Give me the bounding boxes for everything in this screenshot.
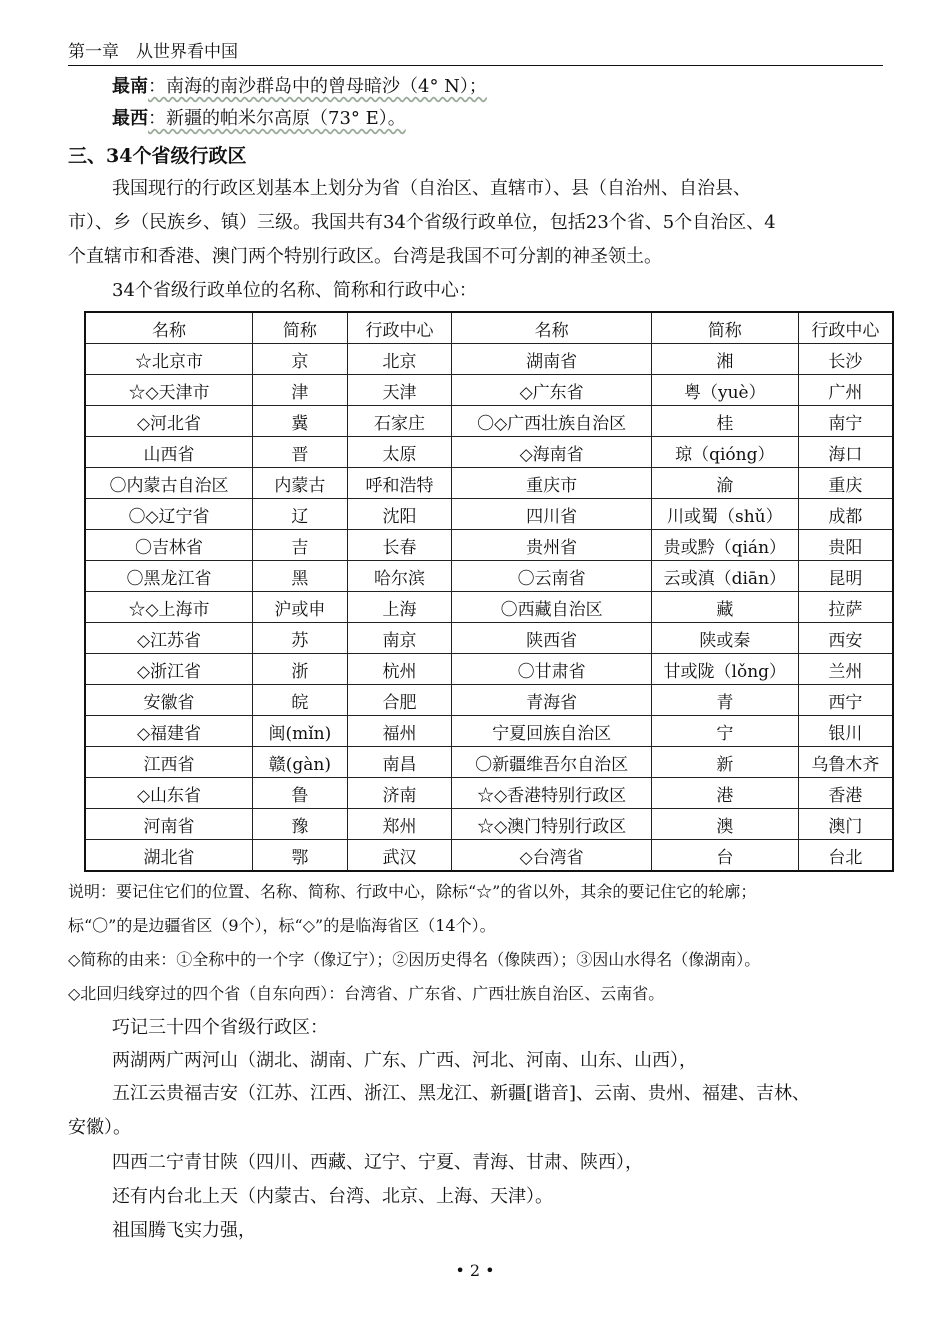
- cell-abbr-1: 赣(gàn): [253, 747, 348, 778]
- cell-capital-2: 成都: [798, 499, 893, 530]
- cell-capital-1: 福州: [347, 716, 452, 747]
- cell-capital-2: 广州: [798, 375, 893, 406]
- cell-capital-2: 澳门: [798, 809, 893, 840]
- paragraph-line-3: 个直辖市和香港、澳门两个特别行政区。台湾是我国不可分割的神圣领土。: [68, 246, 662, 267]
- cell-capital-2: 西宁: [798, 685, 893, 716]
- cell-name-1: ◇山东省: [85, 778, 253, 809]
- table-row: [85, 623, 893, 654]
- west-text: ：新疆的帕米尔高原（73° E）。: [148, 108, 406, 129]
- cell-name-1: 山西省: [85, 437, 253, 468]
- cell-capital-2: 台北: [798, 840, 893, 872]
- cell-capital-1: 天津: [347, 375, 452, 406]
- cell-name-2: 四川省: [452, 499, 652, 530]
- mnemonic-line-3: 安徽）。: [68, 1117, 131, 1138]
- mnemonic-line-6: 祖国腾飞实力强，: [112, 1220, 256, 1241]
- table-row: [85, 437, 893, 468]
- cell-abbr-1: 豫: [253, 809, 348, 840]
- table-row: [85, 747, 893, 778]
- mnemonic-title: 巧记三十四个省级行政区：: [112, 1017, 328, 1038]
- cell-capital-1: 哈尔滨: [347, 561, 452, 592]
- cell-abbr-1: 皖: [253, 685, 348, 716]
- cell-name-2: ◇台湾省: [452, 840, 652, 872]
- cell-abbr-1: 吉: [253, 530, 348, 561]
- cell-abbr-1: 鲁: [253, 778, 348, 809]
- cell-abbr-2: 青: [651, 685, 798, 716]
- cell-capital-1: 呼和浩特: [347, 468, 452, 499]
- mnemonic-line-5: 还有内台北上天（内蒙古、台湾、北京、上海、天津）。: [112, 1186, 553, 1207]
- cell-name-2: ☆◇澳门特别行政区: [452, 809, 652, 840]
- cell-abbr-2: 藏: [651, 592, 798, 623]
- cell-abbr-2: 甘或陇（lǒng）: [651, 654, 798, 685]
- cell-capital-1: 沈阳: [347, 499, 452, 530]
- cell-capital-1: 南京: [347, 623, 452, 654]
- cell-name-1: 湖北省: [85, 840, 253, 872]
- cell-capital-2: 兰州: [798, 654, 893, 685]
- cell-name-2: 〇新疆维吾尔自治区: [452, 747, 652, 778]
- table-row: [85, 809, 893, 840]
- cell-name-2: 〇◇广西壮族自治区: [452, 406, 652, 437]
- table-row: [85, 530, 893, 561]
- cell-name-2: 青海省: [452, 685, 652, 716]
- cell-abbr-2: 湘: [651, 344, 798, 375]
- table-row: [85, 375, 893, 406]
- note-line-2: 标“〇”的是边疆省区（9个），标“◇”的是临海省区（14个）。: [68, 916, 496, 935]
- cell-abbr-1: 苏: [253, 623, 348, 654]
- header-name-2: 名称: [452, 312, 652, 344]
- page-number: • 2 •: [455, 1261, 495, 1280]
- cell-name-2: ☆◇香港特别行政区: [452, 778, 652, 809]
- table-row: [85, 406, 893, 437]
- cell-abbr-2: 新: [651, 747, 798, 778]
- cell-capital-1: 济南: [347, 778, 452, 809]
- cell-capital-1: 合肥: [347, 685, 452, 716]
- header-capital-1: 行政中心: [347, 312, 452, 344]
- table-header-row: [85, 312, 893, 344]
- cell-name-1: 〇内蒙古自治区: [85, 468, 253, 499]
- cell-abbr-2: 桂: [651, 406, 798, 437]
- cell-capital-1: 杭州: [347, 654, 452, 685]
- cell-abbr-1: 鄂: [253, 840, 348, 872]
- cell-name-2: 陕西省: [452, 623, 652, 654]
- cell-abbr-1: 辽: [253, 499, 348, 530]
- cell-capital-2: 西安: [798, 623, 893, 654]
- mnemonic-line-2: 五江云贵福吉安（江苏、江西、浙江、黑龙江、新疆[谐音]、云南、贵州、福建、吉林、: [112, 1083, 811, 1104]
- cell-capital-2: 海口: [798, 437, 893, 468]
- southernmost-line: [112, 74, 487, 100]
- cell-name-2: 宁夏回族自治区: [452, 716, 652, 747]
- table-row: [85, 685, 893, 716]
- mnemonic-line-1: 两湖两广两河山（湖北、湖南、广东、广西、河北、河南、山东、山西），: [112, 1050, 697, 1071]
- cell-abbr-2: 宁: [651, 716, 798, 747]
- header-abbr-2: 简称: [651, 312, 798, 344]
- table-row: [85, 344, 893, 375]
- paragraph-line-1: 我国现行的行政区划基本上划分为省（自治区、直辖市）、县（自治州、自治县、: [112, 178, 751, 199]
- mnemonic-line-4: 四西二宁青甘陕（四川、西藏、辽宁、宁夏、青海、甘肃、陕西），: [112, 1152, 643, 1173]
- cell-abbr-2: 川或蜀（shǔ）: [651, 499, 798, 530]
- cell-capital-1: 长春: [347, 530, 452, 561]
- cell-name-1: 〇吉林省: [85, 530, 253, 561]
- table-row: [85, 468, 893, 499]
- chapter-header: 第一章 从世界看中国: [68, 40, 883, 66]
- cell-name-1: 〇◇辽宁省: [85, 499, 253, 530]
- table-row: [85, 778, 893, 809]
- cell-capital-2: 昆明: [798, 561, 893, 592]
- cell-abbr-1: 闽(mǐn): [253, 716, 348, 747]
- cell-name-1: ◇浙江省: [85, 654, 253, 685]
- cell-capital-2: 长沙: [798, 344, 893, 375]
- cell-name-2: 〇云南省: [452, 561, 652, 592]
- cell-capital-1: 上海: [347, 592, 452, 623]
- cell-name-1: ◇福建省: [85, 716, 253, 747]
- cell-name-1: 江西省: [85, 747, 253, 778]
- table-row: [85, 840, 893, 872]
- paragraph-line-2: 市）、乡（民族乡、镇）三级。我国共有34个省级行政单位，包括23个省、5个自治区、4: [68, 212, 776, 233]
- table-row: [85, 499, 893, 530]
- table-row: [85, 716, 893, 747]
- cell-abbr-1: 黑: [253, 561, 348, 592]
- cell-abbr-2: 粤（yuè）: [651, 375, 798, 406]
- note-line-3: ◇简称的由来：①全称中的一个字（像辽宁）；②因历史得名（像陕西）；③因山水得名（像湖南）。: [68, 950, 761, 969]
- cell-abbr-2: 澳: [651, 809, 798, 840]
- cell-abbr-2: 陕或秦: [651, 623, 798, 654]
- cell-name-1: ◇河北省: [85, 406, 253, 437]
- cell-name-1: ☆◇天津市: [85, 375, 253, 406]
- cell-abbr-2: 渝: [651, 468, 798, 499]
- cell-capital-1: 太原: [347, 437, 452, 468]
- cell-capital-1: 郑州: [347, 809, 452, 840]
- province-table: [84, 311, 894, 872]
- cell-name-2: 〇西藏自治区: [452, 592, 652, 623]
- cell-capital-2: 香港: [798, 778, 893, 809]
- south-text: ：南海的南沙群岛中的曾母暗沙（4° N）；: [148, 76, 487, 97]
- table-row: [85, 592, 893, 623]
- west-label: 最西: [112, 108, 148, 129]
- cell-capital-1: 石家庄: [347, 406, 452, 437]
- cell-capital-2: 重庆: [798, 468, 893, 499]
- table-caption: 34个省级行政单位的名称、简称和行政中心：: [112, 280, 477, 301]
- cell-name-1: 安徽省: [85, 685, 253, 716]
- cell-name-2: 湖南省: [452, 344, 652, 375]
- cell-name-2: 贵州省: [452, 530, 652, 561]
- cell-capital-2: 银川: [798, 716, 893, 747]
- cell-abbr-2: 港: [651, 778, 798, 809]
- cell-abbr-1: 京: [253, 344, 348, 375]
- cell-name-1: ◇江苏省: [85, 623, 253, 654]
- cell-abbr-1: 津: [253, 375, 348, 406]
- cell-name-1: 河南省: [85, 809, 253, 840]
- table-row: [85, 561, 893, 592]
- cell-capital-2: 贵阳: [798, 530, 893, 561]
- note-line-4: ◇北回归线穿过的四个省（自东向西）：台湾省、广东省、广西壮族自治区、云南省。: [68, 984, 665, 1003]
- cell-name-2: 〇甘肃省: [452, 654, 652, 685]
- note-line-1: 说明：要记住它们的位置、名称、简称、行政中心，除标“☆”的省以外，其余的要记住它的轮廓；: [68, 882, 757, 901]
- cell-name-2: 重庆市: [452, 468, 652, 499]
- westernmost-line: [112, 106, 406, 132]
- cell-abbr-2: 云或滇（diān）: [651, 561, 798, 592]
- cell-name-2: ◇广东省: [452, 375, 652, 406]
- cell-name-1: 〇黑龙江省: [85, 561, 253, 592]
- header-name-1: 名称: [85, 312, 253, 344]
- cell-name-2: ◇海南省: [452, 437, 652, 468]
- cell-name-1: ☆◇上海市: [85, 592, 253, 623]
- cell-abbr-2: 台: [651, 840, 798, 872]
- table-body: [85, 344, 893, 872]
- cell-abbr-2: 琼（qióng）: [651, 437, 798, 468]
- cell-capital-2: 乌鲁木齐: [798, 747, 893, 778]
- section-title: 三、34个省级行政区: [68, 145, 247, 167]
- cell-capital-2: 拉萨: [798, 592, 893, 623]
- cell-abbr-1: 冀: [253, 406, 348, 437]
- table-row: [85, 654, 893, 685]
- cell-capital-1: 武汉: [347, 840, 452, 872]
- cell-name-1: ☆北京市: [85, 344, 253, 375]
- cell-abbr-2: 贵或黔（qián）: [651, 530, 798, 561]
- cell-abbr-1: 沪或申: [253, 592, 348, 623]
- cell-capital-1: 北京: [347, 344, 452, 375]
- header-capital-2: 行政中心: [798, 312, 893, 344]
- cell-capital-2: 南宁: [798, 406, 893, 437]
- cell-abbr-1: 浙: [253, 654, 348, 685]
- cell-abbr-1: 晋: [253, 437, 348, 468]
- cell-capital-1: 南昌: [347, 747, 452, 778]
- south-label: 最南: [112, 76, 148, 97]
- cell-abbr-1: 内蒙古: [253, 468, 348, 499]
- header-abbr-1: 简称: [253, 312, 348, 344]
